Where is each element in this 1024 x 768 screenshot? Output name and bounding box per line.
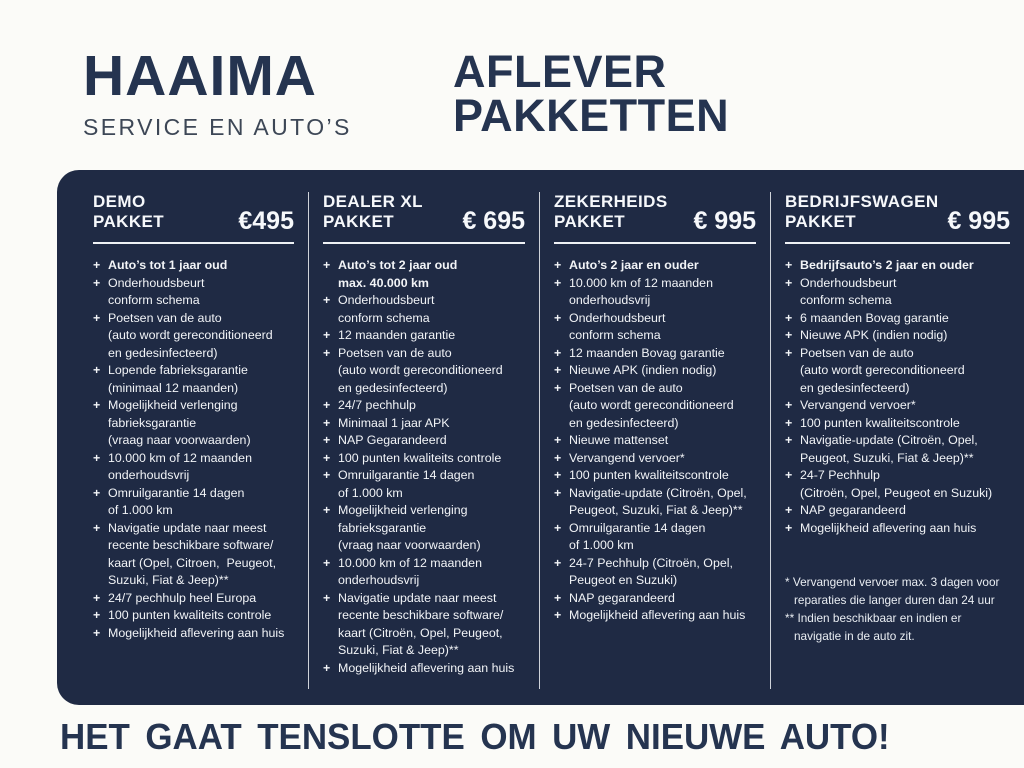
package-header (93, 192, 294, 235)
package-feature (554, 345, 756, 363)
package-feature-text: Navigatie-update (Citroën, Opel, Peugeot, Suzuki, Fiat & Jeep)** (569, 485, 747, 517)
package-feature (323, 432, 525, 450)
package-feature-text: Auto’s tot 2 jaar oud max. 40.000 km (338, 258, 458, 290)
package-feature (554, 362, 756, 380)
plus-bullet-icon: + (554, 433, 562, 447)
package-feature-text: NAP gegarandeerd (569, 590, 675, 605)
plus-bullet-icon: + (554, 555, 562, 570)
package-feature-text: Omruilgarantie 14 dagen of 1.000 km (338, 468, 475, 500)
plus-bullet-icon: + (93, 363, 101, 377)
package-feature (93, 520, 294, 590)
package-column (771, 192, 1024, 689)
package-feature-text: Vervangend vervoer* (569, 450, 685, 465)
plus-bullet-icon: + (323, 258, 331, 272)
package-feature (554, 432, 756, 450)
package-feature-text: 24-7 Pechhulp (Citroën, Opel, Peugeot en Suzuki) (569, 555, 733, 587)
package-feature-text: Mogelijkheid aflevering aan huis (108, 625, 285, 640)
package-feature (323, 660, 525, 678)
package-feature-text: Poetsen van de auto (auto wordt gereconditioneerd en gedesinfecteerd) (108, 310, 273, 360)
package-feature-text: Navigatie-update (Citroën, Opel, Peugeot, Suzuki, Fiat & Jeep)** (800, 433, 978, 465)
plus-bullet-icon: + (93, 625, 101, 640)
package-feature (785, 502, 1010, 520)
package-feature-text: Omruilgarantie 14 dagen of 1.000 km (569, 520, 706, 552)
package-feature-text: Vervangend vervoer* (800, 398, 916, 412)
package-feature (323, 345, 525, 398)
package-feature-text: Omruilgarantie 14 dagen of 1.000 km (108, 485, 245, 517)
plus-bullet-icon: + (785, 275, 793, 290)
package-feature-text: Nieuwe APK (indien nodig) (569, 363, 717, 377)
package-feature (323, 257, 525, 292)
plus-bullet-icon: + (93, 485, 101, 500)
header-underline (323, 242, 525, 244)
package-feature-text: Mogelijkheid verlenging fabrieksgarantie (vraag naar voorwaarden) (108, 398, 251, 447)
plus-bullet-icon: + (93, 398, 101, 412)
plus-bullet-icon: + (323, 433, 331, 447)
package-column (309, 192, 540, 689)
package-feature-text: 10.000 km of 12 maanden onderhoudsvrij (338, 555, 482, 587)
company-logo (83, 44, 352, 141)
plus-bullet-icon: + (785, 503, 793, 517)
plus-bullet-icon: + (323, 328, 331, 342)
package-feature (93, 257, 294, 275)
package-feature-text: 24/7 pechhulp (338, 398, 416, 412)
plus-bullet-icon: + (323, 398, 331, 412)
plus-bullet-icon: + (554, 485, 562, 500)
package-feature (323, 502, 525, 555)
plus-bullet-icon: + (93, 520, 101, 535)
package-feature-text: Onderhoudsbeurt conform schema (108, 275, 205, 307)
package-feature (554, 485, 756, 520)
plus-bullet-icon: + (93, 608, 101, 622)
package-feature-list (785, 257, 1010, 537)
package-feature (93, 275, 294, 310)
package-feature (785, 520, 1010, 538)
footnotes-block (785, 573, 1010, 645)
plus-bullet-icon: + (323, 293, 331, 307)
plus-bullet-icon: + (785, 415, 793, 430)
plus-bullet-icon: + (554, 590, 562, 605)
plus-bullet-icon: + (323, 590, 331, 605)
package-feature (93, 607, 294, 625)
package-header (785, 192, 1010, 235)
package-feature (785, 275, 1010, 310)
plus-bullet-icon: + (785, 328, 793, 342)
package-feature-text: Auto’s tot 1 jaar oud (108, 258, 228, 272)
package-feature (93, 485, 294, 520)
package-feature (323, 555, 525, 590)
package-feature (785, 397, 1010, 415)
package-feature (93, 397, 294, 450)
package-feature (93, 362, 294, 397)
page-title (453, 46, 730, 141)
package-column (93, 192, 309, 689)
package-feature-text: 12 maanden Bovag garantie (569, 345, 725, 360)
footnote: * Vervangend vervoer max. 3 dagen voor reparaties die langer duren dan 24 uur (785, 575, 1000, 607)
plus-bullet-icon: + (93, 450, 101, 465)
package-feature (785, 310, 1010, 328)
package-feature-text: 10.000 km of 12 maanden onderhoudsvrij (569, 275, 713, 307)
package-feature-text: Lopende fabrieksgarantie (minimaal 12 maanden) (108, 363, 248, 395)
package-price: € 995 (693, 207, 756, 235)
package-feature-text: Bedrijfsauto’s 2 jaar en ouder (800, 258, 974, 272)
package-header (323, 192, 525, 235)
package-price: € 695 (462, 207, 525, 235)
package-feature-text: 100 punten kwaliteitscontrole (800, 415, 960, 430)
plus-bullet-icon: + (785, 345, 793, 360)
plus-bullet-icon: + (323, 345, 331, 360)
package-column (540, 192, 771, 689)
packages-panel (57, 170, 1024, 705)
footnote: ** Indien beschikbaar en indien er navigatie in de auto zit. (785, 611, 962, 643)
package-feature-text: 12 maanden garantie (338, 328, 456, 342)
plus-bullet-icon: + (554, 363, 562, 377)
footer-headline: HET GAAT TENSLOTTE OM UW NIEUWE AUTO! (60, 716, 890, 757)
package-feature-text: Poetsen van de auto (auto wordt gereconditioneerd en gedesinfecteerd) (569, 380, 734, 430)
package-feature (323, 590, 525, 660)
package-feature-text: Navigatie update naar meest recente beschikbare software/ kaart (Opel, Citroen, Peugeot, Suzuki, Fiat & Jeep)** (108, 520, 277, 587)
package-feature-text: Onderhoudsbeurt conform schema (338, 293, 435, 325)
package-feature (554, 380, 756, 433)
header-underline (785, 242, 1010, 244)
plus-bullet-icon: + (323, 555, 331, 570)
plus-bullet-icon: + (323, 503, 331, 517)
page-title-line2: PAKKETTEN (453, 90, 730, 141)
page-title-line1: AFLEVER (453, 46, 667, 97)
package-feature-text: 10.000 km of 12 maanden onderhoudsvrij (108, 450, 252, 482)
plus-bullet-icon: + (554, 520, 562, 535)
package-price: € 995 (947, 207, 1010, 235)
package-feature (554, 257, 756, 275)
plus-bullet-icon: + (785, 468, 793, 482)
plus-bullet-icon: + (323, 660, 331, 675)
plus-bullet-icon: + (554, 468, 562, 482)
package-feature (323, 467, 525, 502)
package-feature (554, 275, 756, 310)
package-feature (323, 292, 525, 327)
plus-bullet-icon: + (554, 258, 562, 272)
package-feature (554, 467, 756, 485)
package-feature (93, 625, 294, 643)
package-feature-text: Auto’s 2 jaar en ouder (569, 258, 699, 272)
package-feature-text: Nieuwe APK (indien nodig) (800, 328, 948, 342)
package-feature (323, 397, 525, 415)
package-feature-text: NAP Gegarandeerd (338, 433, 447, 447)
plus-bullet-icon: + (554, 608, 562, 622)
package-feature-list (554, 257, 756, 625)
header-underline (554, 242, 756, 244)
package-feature-text: 6 maanden Bovag garantie (800, 310, 949, 325)
company-tagline: SERVICE EN AUTO’S (83, 114, 352, 140)
package-feature-text: Nieuwe mattenset (569, 433, 669, 447)
package-feature-list (323, 257, 525, 677)
package-feature (323, 415, 525, 433)
package-feature-text: Mogelijkheid verlenging fabrieksgarantie (vraag naar voorwaarden) (338, 503, 481, 552)
plus-bullet-icon: + (554, 380, 562, 395)
package-feature-text: Poetsen van de auto (auto wordt gereconditioneerd en gedesinfecteerd) (800, 345, 965, 395)
package-columns (93, 192, 1024, 689)
package-feature (554, 450, 756, 468)
plus-bullet-icon: + (93, 310, 101, 325)
plus-bullet-icon: + (554, 275, 562, 290)
plus-bullet-icon: + (554, 345, 562, 360)
header-underline (93, 242, 294, 244)
plus-bullet-icon: + (785, 398, 793, 412)
package-feature-text: Minimaal 1 jaar APK (338, 415, 450, 430)
package-name: DEMO PAKKET (93, 192, 165, 231)
package-feature (93, 310, 294, 363)
package-feature (554, 590, 756, 608)
plus-bullet-icon: + (554, 450, 562, 465)
package-feature (93, 590, 294, 608)
package-feature (785, 432, 1010, 467)
package-feature (554, 555, 756, 590)
plus-bullet-icon: + (785, 433, 793, 447)
company-name: HAAIMA (83, 44, 317, 108)
plus-bullet-icon: + (554, 310, 562, 325)
package-feature (785, 415, 1010, 433)
plus-bullet-icon: + (785, 520, 793, 535)
plus-bullet-icon: + (93, 275, 101, 290)
package-feature-text: Onderhoudsbeurt conform schema (569, 310, 666, 342)
plus-bullet-icon: + (323, 415, 331, 430)
package-feature (785, 327, 1010, 345)
package-feature (785, 345, 1010, 398)
package-feature (554, 607, 756, 625)
package-feature (554, 520, 756, 555)
package-feature-list (93, 257, 294, 642)
package-feature-text: 100 punten kwaliteits controle (108, 608, 272, 622)
package-feature-text: Mogelijkheid aflevering aan huis (338, 660, 515, 675)
package-feature (785, 257, 1010, 275)
package-feature-text: 24-7 Pechhulp (Citroën, Opel, Peugeot en Suzuki) (800, 468, 993, 500)
package-price: €495 (238, 207, 294, 235)
plus-bullet-icon: + (93, 590, 101, 605)
package-feature-text: Onderhoudsbeurt conform schema (800, 275, 897, 307)
package-feature (323, 450, 525, 468)
package-feature-text: Mogelijkheid aflevering aan huis (800, 520, 977, 535)
package-feature-text: 100 punten kwaliteitscontrole (569, 468, 729, 482)
package-feature-text: Navigatie update naar meest recente beschikbare software/ kaart (Citroën, Opel, Peugeot, Suzuki, Fiat & Jeep)** (338, 590, 504, 657)
plus-bullet-icon: + (785, 310, 793, 325)
package-name: ZEKERHEIDS PAKKET (554, 192, 668, 231)
package-name: BEDRIJFSWAGEN PAKKET (785, 192, 939, 231)
package-name: DEALER XL PAKKET (323, 192, 423, 231)
plus-bullet-icon: + (323, 468, 331, 482)
package-feature-text: Mogelijkheid aflevering aan huis (569, 608, 746, 622)
plus-bullet-icon: + (323, 450, 331, 465)
package-feature (323, 327, 525, 345)
package-feature-text: 24/7 pechhulp heel Europa (108, 590, 257, 605)
package-feature-text: NAP gegarandeerd (800, 503, 906, 517)
plus-bullet-icon: + (785, 258, 793, 272)
plus-bullet-icon: + (93, 258, 101, 272)
package-header (554, 192, 756, 235)
package-feature-text: 100 punten kwaliteits controle (338, 450, 502, 465)
package-feature (785, 467, 1010, 502)
package-feature (93, 450, 294, 485)
package-feature (554, 310, 756, 345)
package-feature-text: Poetsen van de auto (auto wordt gereconditioneerd en gedesinfecteerd) (338, 345, 503, 395)
